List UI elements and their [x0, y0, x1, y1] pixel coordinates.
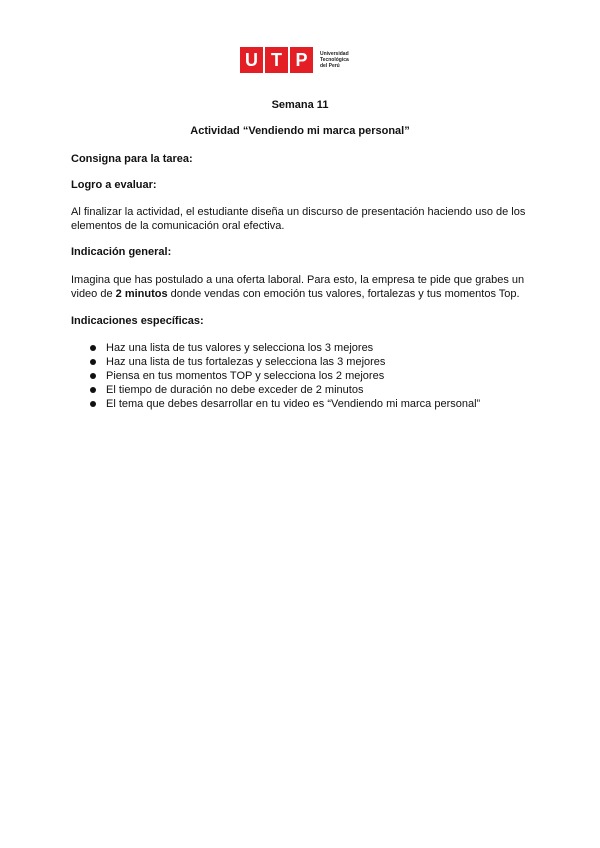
bullet-icon: [90, 345, 96, 351]
logro-paragraph: Al finalizar la actividad, el estudiante diseña un discurso de presentación haciendo uso de los elementos de la comunicación oral efectiva.: [71, 206, 526, 232]
general-paragraph: [71, 273, 531, 301]
logro-heading: Logro a evaluar:: [71, 179, 157, 191]
logo-letter-p: P: [290, 47, 313, 73]
bullet-icon: [90, 359, 96, 365]
consigna-heading: Consigna para la tarea:: [71, 153, 193, 165]
list-item-text: Haz una lista de tus fortalezas y selecciona las 3 mejores: [106, 356, 386, 368]
bullet-icon: [90, 373, 96, 379]
specific-heading: Indicaciones específicas:: [71, 315, 204, 327]
logo-line-3: del Perú: [320, 63, 340, 69]
list-item: [71, 369, 480, 383]
list-item-text: Piensa en tus momentos TOP y selecciona los 2 mejores: [106, 370, 385, 382]
general-text-part2: donde vendas con emoción tus valores, fortalezas y tus momentos Top.: [167, 288, 520, 300]
utp-logo: [240, 47, 362, 73]
list-item-text: El tema que debes desarrollar en tu video es “Vendiendo mi marca personal”: [106, 398, 481, 410]
general-text-bold: 2 minutos: [115, 288, 168, 300]
logo-letter-u: U: [240, 47, 263, 73]
list-item: [71, 397, 480, 411]
bullet-icon: [90, 387, 96, 393]
logo-university-name: [320, 51, 362, 69]
list-item: [71, 383, 480, 397]
general-heading: Indicación general:: [71, 246, 172, 258]
week-title: Semana 11: [271, 99, 329, 111]
general-text-part1: Imagina que has postulado a una oferta laboral. Para esto, la empresa te pide que grabes un video de: [71, 274, 525, 300]
logo-letter-t: T: [265, 47, 288, 73]
list-item: [71, 355, 480, 369]
logo-line-1: Universidad: [320, 51, 349, 57]
bullet-icon: [90, 401, 96, 407]
specific-list: [71, 341, 480, 411]
logo-line-2: Tecnológica: [320, 57, 349, 63]
activity-title: Actividad “Vendiendo mi marca personal”: [190, 125, 410, 137]
list-item-text: El tiempo de duración no debe exceder de 2 minutos: [106, 384, 364, 396]
list-item-text: Haz una lista de tus valores y selecciona los 3 mejores: [106, 342, 374, 354]
list-item: [71, 341, 480, 355]
